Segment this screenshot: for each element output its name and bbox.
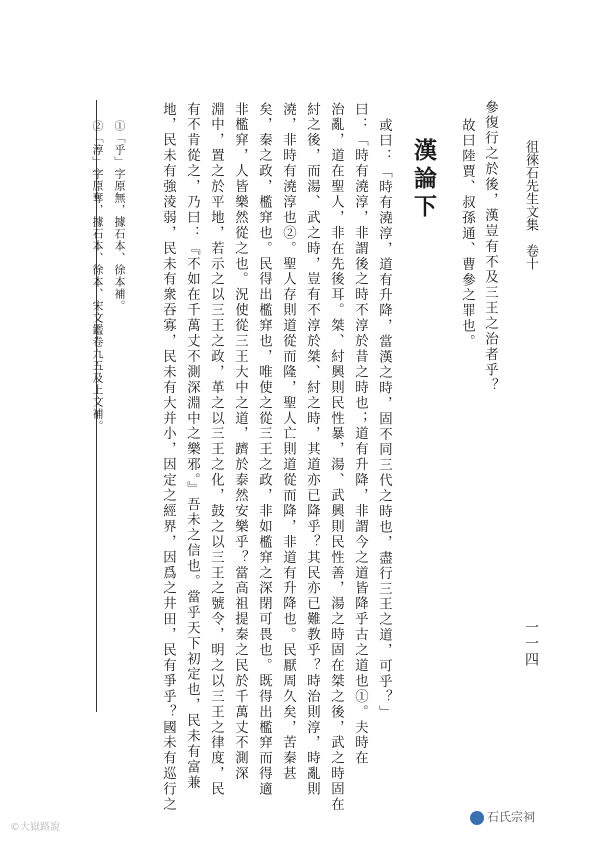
watermark-right-text: 石氏宗祠 bbox=[487, 810, 536, 824]
body-line: 澆，非時有澆淳也②。聖人存則道從而隆，聖人亡則道從而降，非道有升降也。民厭周久矣，苦秦甚 bbox=[280, 102, 296, 782]
body-line: 治亂，道在聖人，非在先後耳。桀、紂興則民性暴，湯、武興則民性善，湯之時固在桀之後，武之時固在 bbox=[328, 102, 344, 813]
body-line: 或曰：「時有澆淳，道有升降，當漢之時，固不同三代之時也，盡行三王之道，可乎？」 bbox=[376, 118, 392, 721]
running-title: 徂徠石先生文集 卷十 bbox=[523, 140, 538, 270]
body-line: 紂之後，而湯、武之時，豈有不淳於桀、紂之時，其道亦已降乎？其民亦已難教乎？時治則淳，時亂則 bbox=[304, 102, 320, 798]
footnote: ②「淳」字原奪，據石本、徐本、宋文鑑卷九五及上文補。 bbox=[91, 120, 104, 432]
body-line: 非檻穽，人皆樂然從之也。況使從三王大中之道，躋於泰然安樂乎？當高祖提秦之民於千萬丈不測深 bbox=[232, 102, 248, 782]
wechat-icon bbox=[470, 811, 484, 825]
watermark-left: ©大嶽路說 bbox=[10, 822, 60, 833]
footnote: ①「乎」字原無，據石本、徐本補。 bbox=[113, 120, 126, 312]
body-line: 有不肯從之，乃曰：『不如在千萬丈不測深淵中之樂邪。』吾未之信也。當乎天下初定也，民未有富兼 bbox=[184, 102, 200, 791]
prev-section-line: 參復行之於後，漢豈有不及三王之治者乎？ bbox=[482, 100, 498, 394]
section-title: 漢論下 bbox=[410, 138, 437, 222]
body-line: 矣，秦之政，檻穽也。民得出檻穽也，唯使之從三王之政，非如檻穽之深閉可畏也。既得出檻穽而得適 bbox=[256, 102, 272, 798]
watermark-right bbox=[470, 808, 535, 825]
page-number: 一一四 bbox=[523, 620, 539, 668]
body-line: 曰：「時有澆淳，非謂後之時不淳於昔之時也；道有升降，非謂今之道皆降乎古之道也①。夫時在 bbox=[352, 102, 368, 767]
body-line: 淵中，置之於平地，若示之以三王之政，革之以三王之化，鼓之以三王之號令，明之以三王之律度，民 bbox=[208, 102, 224, 798]
body-line: 地，民未有強淩弱，民未有衆吞寡，民未有大并小，因定之經界，因爲之井田，民有爭乎？國未有巡行之 bbox=[160, 102, 176, 813]
prev-section-line: 故曰陸賈、叔孫通、曹參之罪也。 bbox=[459, 118, 475, 350]
